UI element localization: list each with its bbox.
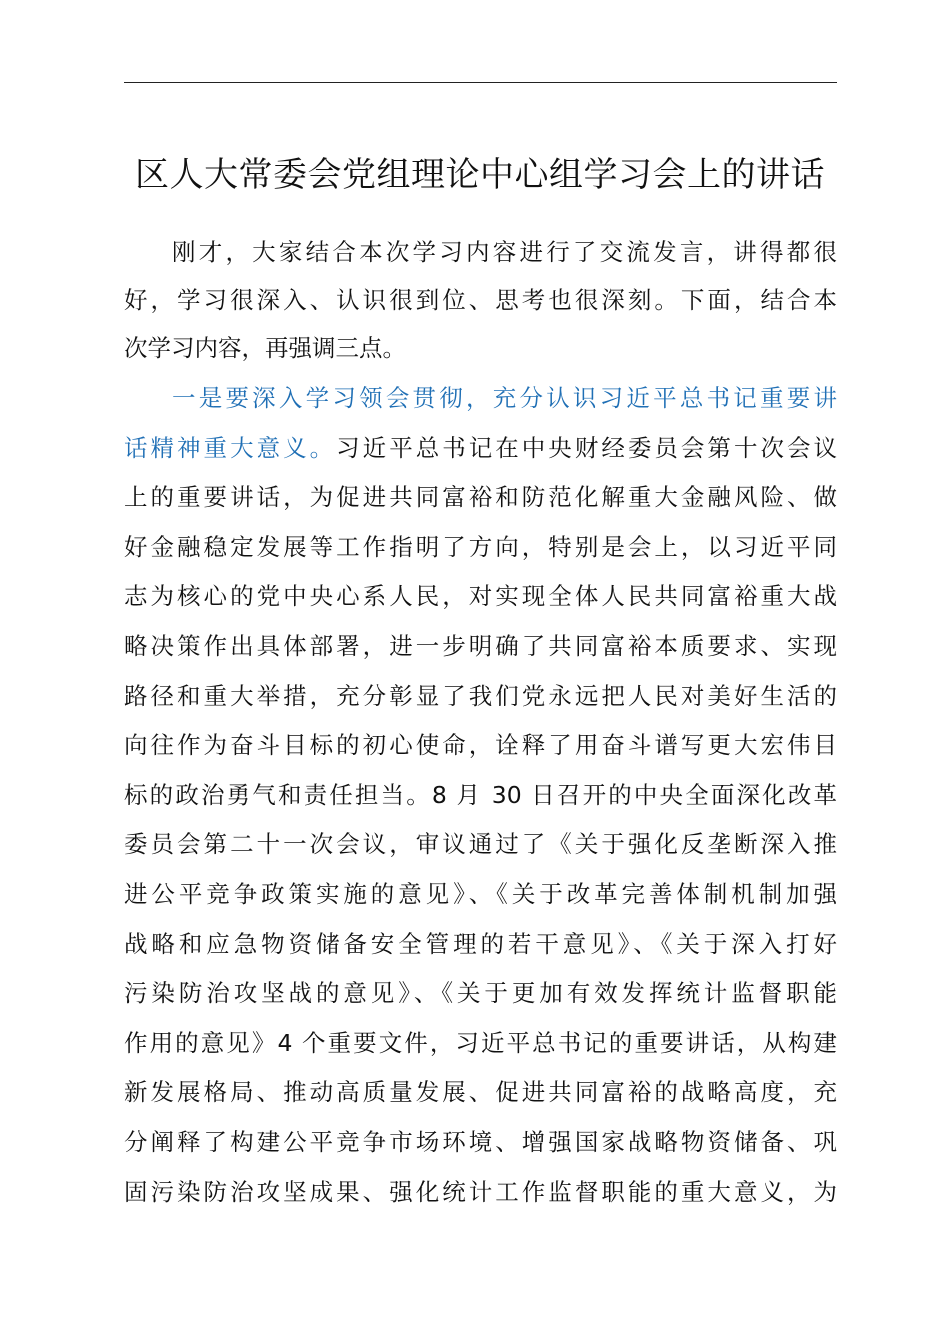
- text-line: 好，学习很深入、认识很到位、思考也很深刻。下面，结合本: [124, 286, 837, 314]
- text-line: 路径和重大举措，充分彰显了我们党永远把人民对美好生活的: [124, 681, 837, 710]
- text-line: 新发展格局、推动高质量发展、促进共同富裕的战略高度，充: [124, 1078, 837, 1107]
- text-line: 刚才，大家结合本次学习内容进行了交流发言，讲得都很: [172, 238, 837, 266]
- text-line: 上的重要讲话，为促进共同富裕和防范化解重大金融风险、做: [124, 483, 837, 512]
- text-line: 略决策作出具体部署，进一步明确了共同富裕本质要求、实现: [124, 631, 837, 660]
- section-heading-line: 一是要深入学习领会贯彻，充分认识习近平总书记重要讲: [172, 384, 837, 412]
- header-rule: [124, 82, 837, 83]
- text-line: 委员会第二十一次会议，审议通过了《关于强化反垄断深入推: [124, 830, 837, 859]
- text-line: 战略和应急物资储备安全管理的若干意见》、《关于深入打好: [124, 929, 837, 958]
- text-line: 志为核心的党中央心系人民，对实现全体人民共同富裕重大战: [124, 582, 837, 611]
- paragraph-point-one: [124, 374, 837, 1217]
- text-line: 固污染防治攻坚成果、强化统计工作监督职能的重大意义，为: [124, 1177, 837, 1206]
- text-line: 向往作为奋斗目标的初心使命，诠释了用奋斗谱写更大宏伟目: [124, 731, 837, 760]
- page-title: 区人大常委会党组理论中心组学习会上的讲话: [135, 155, 825, 195]
- text-line: 分阐释了构建公平竞争市场环境、增强国家战略物资储备、巩: [124, 1127, 837, 1156]
- text-segment: 习近平总书记在中央财经委员会第十次会议: [336, 433, 838, 462]
- text-line-mixed: [124, 424, 837, 474]
- paragraph-intro: [124, 228, 837, 372]
- text-line: 作用的意见》4 个重要文件，习近平总书记的重要讲话，从构建: [124, 1028, 837, 1057]
- section-heading-tail: 话精神重大意义。: [124, 433, 337, 462]
- text-line: 污染防治攻坚战的意见》、《关于更加有效发挥统计监督职能: [124, 979, 837, 1008]
- text-line: 进公平竞争政策实施的意见》、《关于改革完善体制机制加强: [124, 879, 837, 908]
- text-line: 次学习内容，再强调三点。: [124, 334, 406, 362]
- text-line: 标的政治勇气和责任担当。8 月 30 日召开的中央全面深化改革: [124, 780, 837, 809]
- text-line: 好金融稳定发展等工作指明了方向，特别是会上，以习近平同: [124, 532, 837, 561]
